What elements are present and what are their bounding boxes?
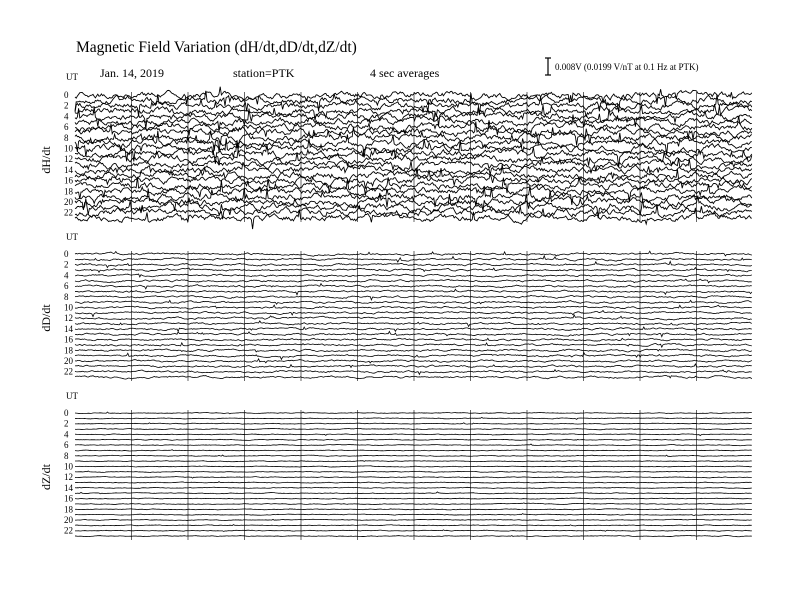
trace-line: [75, 284, 752, 289]
trace-line: [75, 300, 752, 304]
trace-line: [75, 412, 752, 414]
ut-tick-label: 0: [64, 249, 69, 259]
scale-bar: [545, 58, 551, 75]
trace-line: [75, 274, 752, 277]
ut-tick-label: 10: [64, 461, 73, 472]
trace-line: [75, 466, 752, 467]
ut-tick-label: 14: [64, 482, 73, 493]
ut-header: UT: [66, 391, 78, 401]
ut-tick-label: 0: [64, 408, 69, 418]
ut-tick-label: 20: [64, 515, 73, 525]
trace-line: [75, 461, 752, 462]
trace-line: [75, 268, 752, 273]
averaging-label: 4 sec averages: [370, 66, 440, 80]
panel-ylabel: dH/dt: [39, 146, 53, 174]
trace-line: [75, 444, 752, 446]
trace-line: [75, 492, 752, 494]
panel-dzdt: [39, 391, 752, 540]
trace-line: [75, 476, 752, 478]
trace-line: [75, 450, 752, 451]
ut-tick-label: 14: [64, 323, 73, 334]
trace-line: [75, 417, 752, 419]
ut-tick-label: 10: [64, 302, 73, 313]
trace-line: [75, 487, 752, 488]
trace-line: [75, 455, 752, 456]
trace-line: [75, 353, 752, 360]
ut-header: UT: [66, 232, 78, 242]
ut-tick-label: 16: [64, 175, 73, 186]
trace-line: [75, 343, 752, 347]
trace-line: [75, 141, 752, 168]
trace-line: [75, 509, 752, 510]
ut-tick-label: 6: [64, 440, 69, 451]
trace-line: [75, 295, 752, 300]
trace-line: [75, 359, 752, 363]
trace-line: [75, 514, 752, 516]
trace-line: [75, 439, 752, 440]
ut-tick-label: 12: [64, 313, 73, 324]
trace-line: [75, 423, 752, 424]
trace-line: [75, 261, 752, 267]
ut-tick-label: 2: [64, 418, 69, 429]
trace-line: [75, 311, 752, 317]
trace-line: [75, 482, 752, 483]
ut-tick-label: 16: [64, 334, 73, 345]
ut-tick-label: 8: [64, 132, 69, 143]
trace-line: [75, 364, 752, 368]
trace-line: [75, 503, 752, 505]
ut-tick-label: 18: [64, 345, 73, 356]
trace-line: [75, 305, 752, 309]
ut-tick-label: 22: [64, 207, 73, 218]
panel-ylabel: dZ/dt: [39, 464, 53, 490]
trace-line: [75, 370, 752, 375]
ut-tick-label: 18: [64, 186, 73, 197]
trace-line: [75, 165, 752, 183]
trace-line: [75, 331, 752, 336]
trace-line: [75, 321, 752, 327]
ut-tick-label: 14: [64, 164, 73, 175]
trace-line: [75, 120, 752, 140]
trace-line: [75, 327, 752, 331]
ut-tick-label: 20: [64, 356, 73, 366]
ut-tick-label: 18: [64, 504, 73, 515]
ut-header: UT: [66, 72, 78, 82]
ut-tick-label: 8: [64, 450, 69, 461]
panel-ylabel: dD/dt: [39, 304, 53, 332]
ut-tick-label: 12: [64, 472, 73, 483]
trace-line: [75, 519, 752, 520]
trace-line: [75, 256, 752, 262]
ut-tick-label: 20: [64, 197, 73, 207]
trace-line: [75, 525, 752, 526]
ut-tick-label: 6: [64, 281, 69, 292]
ut-tick-label: 22: [64, 366, 73, 377]
scale-note: 0.008V (0.0199 V/nT at 0.1 Hz at PTK): [555, 62, 699, 72]
trace-line: [75, 535, 752, 536]
trace-line: [75, 498, 752, 499]
trace-line: [75, 177, 752, 195]
panels-group: [39, 72, 752, 540]
ut-tick-label: 2: [64, 100, 69, 111]
ut-tick-label: 4: [64, 270, 69, 281]
trace-line: [75, 289, 752, 295]
trace-line: [75, 376, 752, 380]
date-label: Jan. 14, 2019: [100, 66, 164, 80]
ut-tick-label: 16: [64, 493, 73, 504]
ut-tick-label: 12: [64, 154, 73, 165]
trace-line: [75, 349, 752, 352]
trace-line: [75, 434, 752, 436]
ut-tick-label: 0: [64, 90, 69, 100]
trace-line: [75, 471, 752, 472]
ut-tick-label: 6: [64, 122, 69, 133]
ut-tick-label: 22: [64, 525, 73, 536]
trace-line: [75, 530, 752, 532]
trace-line: [75, 251, 752, 256]
trace-line: [75, 279, 752, 283]
ut-tick-label: 8: [64, 291, 69, 302]
trace-line: [75, 429, 752, 430]
chart-title: Magnetic Field Variation (dH/dt,dD/dt,dZ/dt): [76, 39, 357, 56]
ut-tick-label: 4: [64, 111, 69, 122]
trace-line: [75, 315, 752, 320]
station-label: station=PTK: [233, 66, 295, 80]
ut-tick-label: 2: [64, 259, 69, 270]
trace-line: [75, 338, 752, 341]
ut-tick-label: 10: [64, 143, 73, 154]
panel-dddt: [39, 232, 752, 381]
panel-dhdt: [39, 72, 752, 229]
ut-tick-label: 4: [64, 429, 69, 440]
